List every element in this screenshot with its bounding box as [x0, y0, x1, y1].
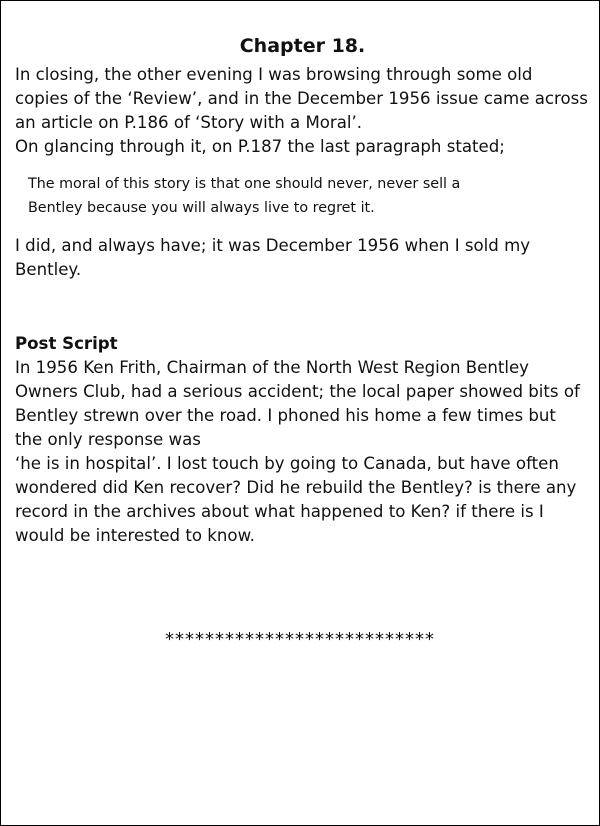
postscript-paragraph: In 1956 Ken Frith, Chairman of the North West Region Bentley Owners Club, had a serious accident; the local paper showed bits of Bentley strewn over the road. I phoned his home a few times but the only response was ‘he is in hospital’. I lost touch by going to Canada, but have often wondered did Ken recover? Did he rebuild the Bentley? is there any record in the archives about what happened to Ken? if there is I would be interested to know.	[15, 358, 580, 545]
section-divider: ***************************	[165, 629, 435, 650]
postscript-heading: Post Script	[15, 334, 118, 353]
closing-paragraph: I did, and always have; it was December 1956 when I sold my Bentley.	[15, 236, 531, 279]
chapter-title: Chapter 18.	[239, 35, 366, 57]
document-body	[15, 33, 590, 548]
quoted-moral: The moral of this story is that one should never, never sell a Bentley because you will always live to regret it.	[28, 176, 461, 216]
intro-paragraph: In closing, the other evening I was browsing through some old copies of the ‘Review’, and in the December 1956 issue came across an article on P.186 of ‘Story with a Moral’. On glancing through it, on P.187 the last paragraph stated;	[15, 65, 588, 156]
